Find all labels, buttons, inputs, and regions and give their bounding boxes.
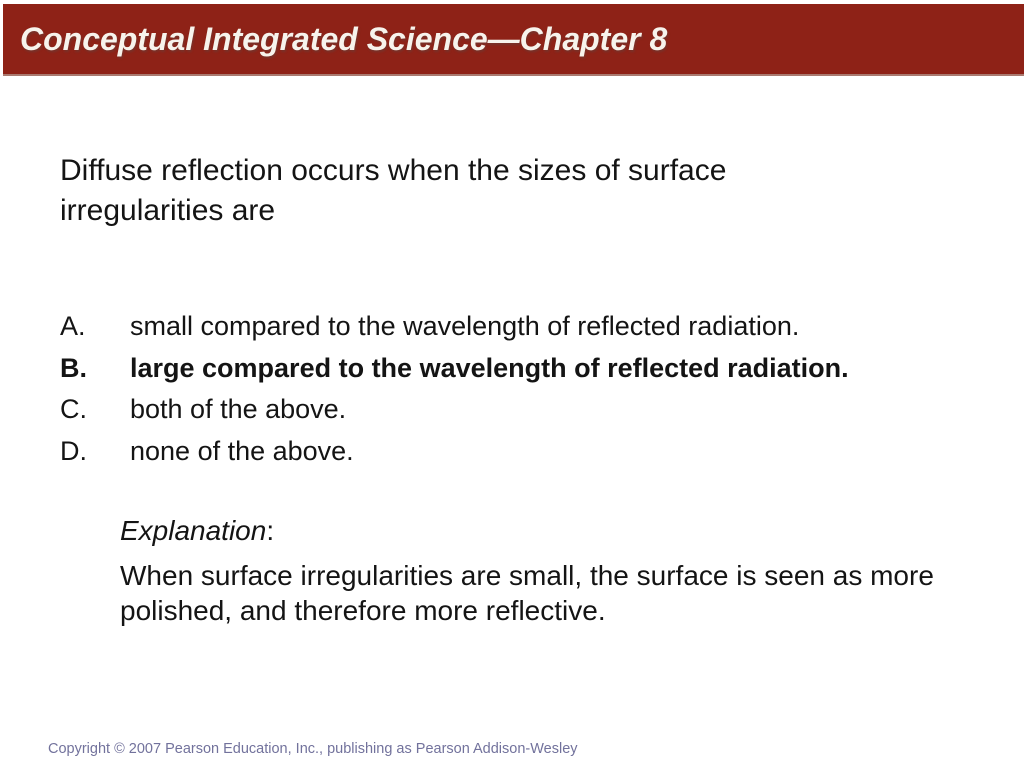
question-line-1: Diffuse reflection occurs when the sizes of surface bbox=[60, 154, 727, 187]
answer-options-list bbox=[60, 306, 849, 472]
option-text-d: none of the above. bbox=[130, 435, 354, 466]
question-text bbox=[60, 151, 726, 231]
question-line-2: irregularities are bbox=[60, 194, 276, 227]
answer-option-d bbox=[60, 431, 849, 473]
explanation-section bbox=[120, 512, 934, 628]
answer-option-b bbox=[60, 348, 849, 390]
explanation-heading-word: Explanation bbox=[120, 515, 267, 546]
option-text-a: small compared to the wavelength of reflected radiation. bbox=[130, 311, 800, 341]
option-letter-b: B. bbox=[60, 352, 87, 383]
answer-option-c bbox=[60, 389, 849, 431]
option-letter-a: A. bbox=[60, 311, 86, 341]
explanation-line-1: When surface irregularities are small, the surface is seen as more bbox=[120, 560, 934, 591]
slide-title: Conceptual Integrated Science—Chapter 8 bbox=[20, 20, 668, 57]
explanation-heading bbox=[120, 512, 934, 550]
option-letter-d: D. bbox=[60, 435, 87, 466]
slide-header-bar bbox=[3, 4, 1024, 76]
explanation-body bbox=[120, 558, 934, 628]
copyright-text: Copyright © 2007 Pearson Education, Inc., publishing as Pearson Addison-Wesley bbox=[48, 741, 578, 757]
option-text-c: both of the above. bbox=[130, 394, 347, 424]
explanation-heading-colon: : bbox=[266, 515, 275, 546]
explanation-line-2: polished, and therefore more reflective. bbox=[120, 595, 606, 626]
answer-option-a bbox=[60, 306, 849, 348]
option-text-b: large compared to the wavelength of reflected radiation. bbox=[130, 352, 849, 383]
option-letter-c: C. bbox=[60, 394, 87, 424]
